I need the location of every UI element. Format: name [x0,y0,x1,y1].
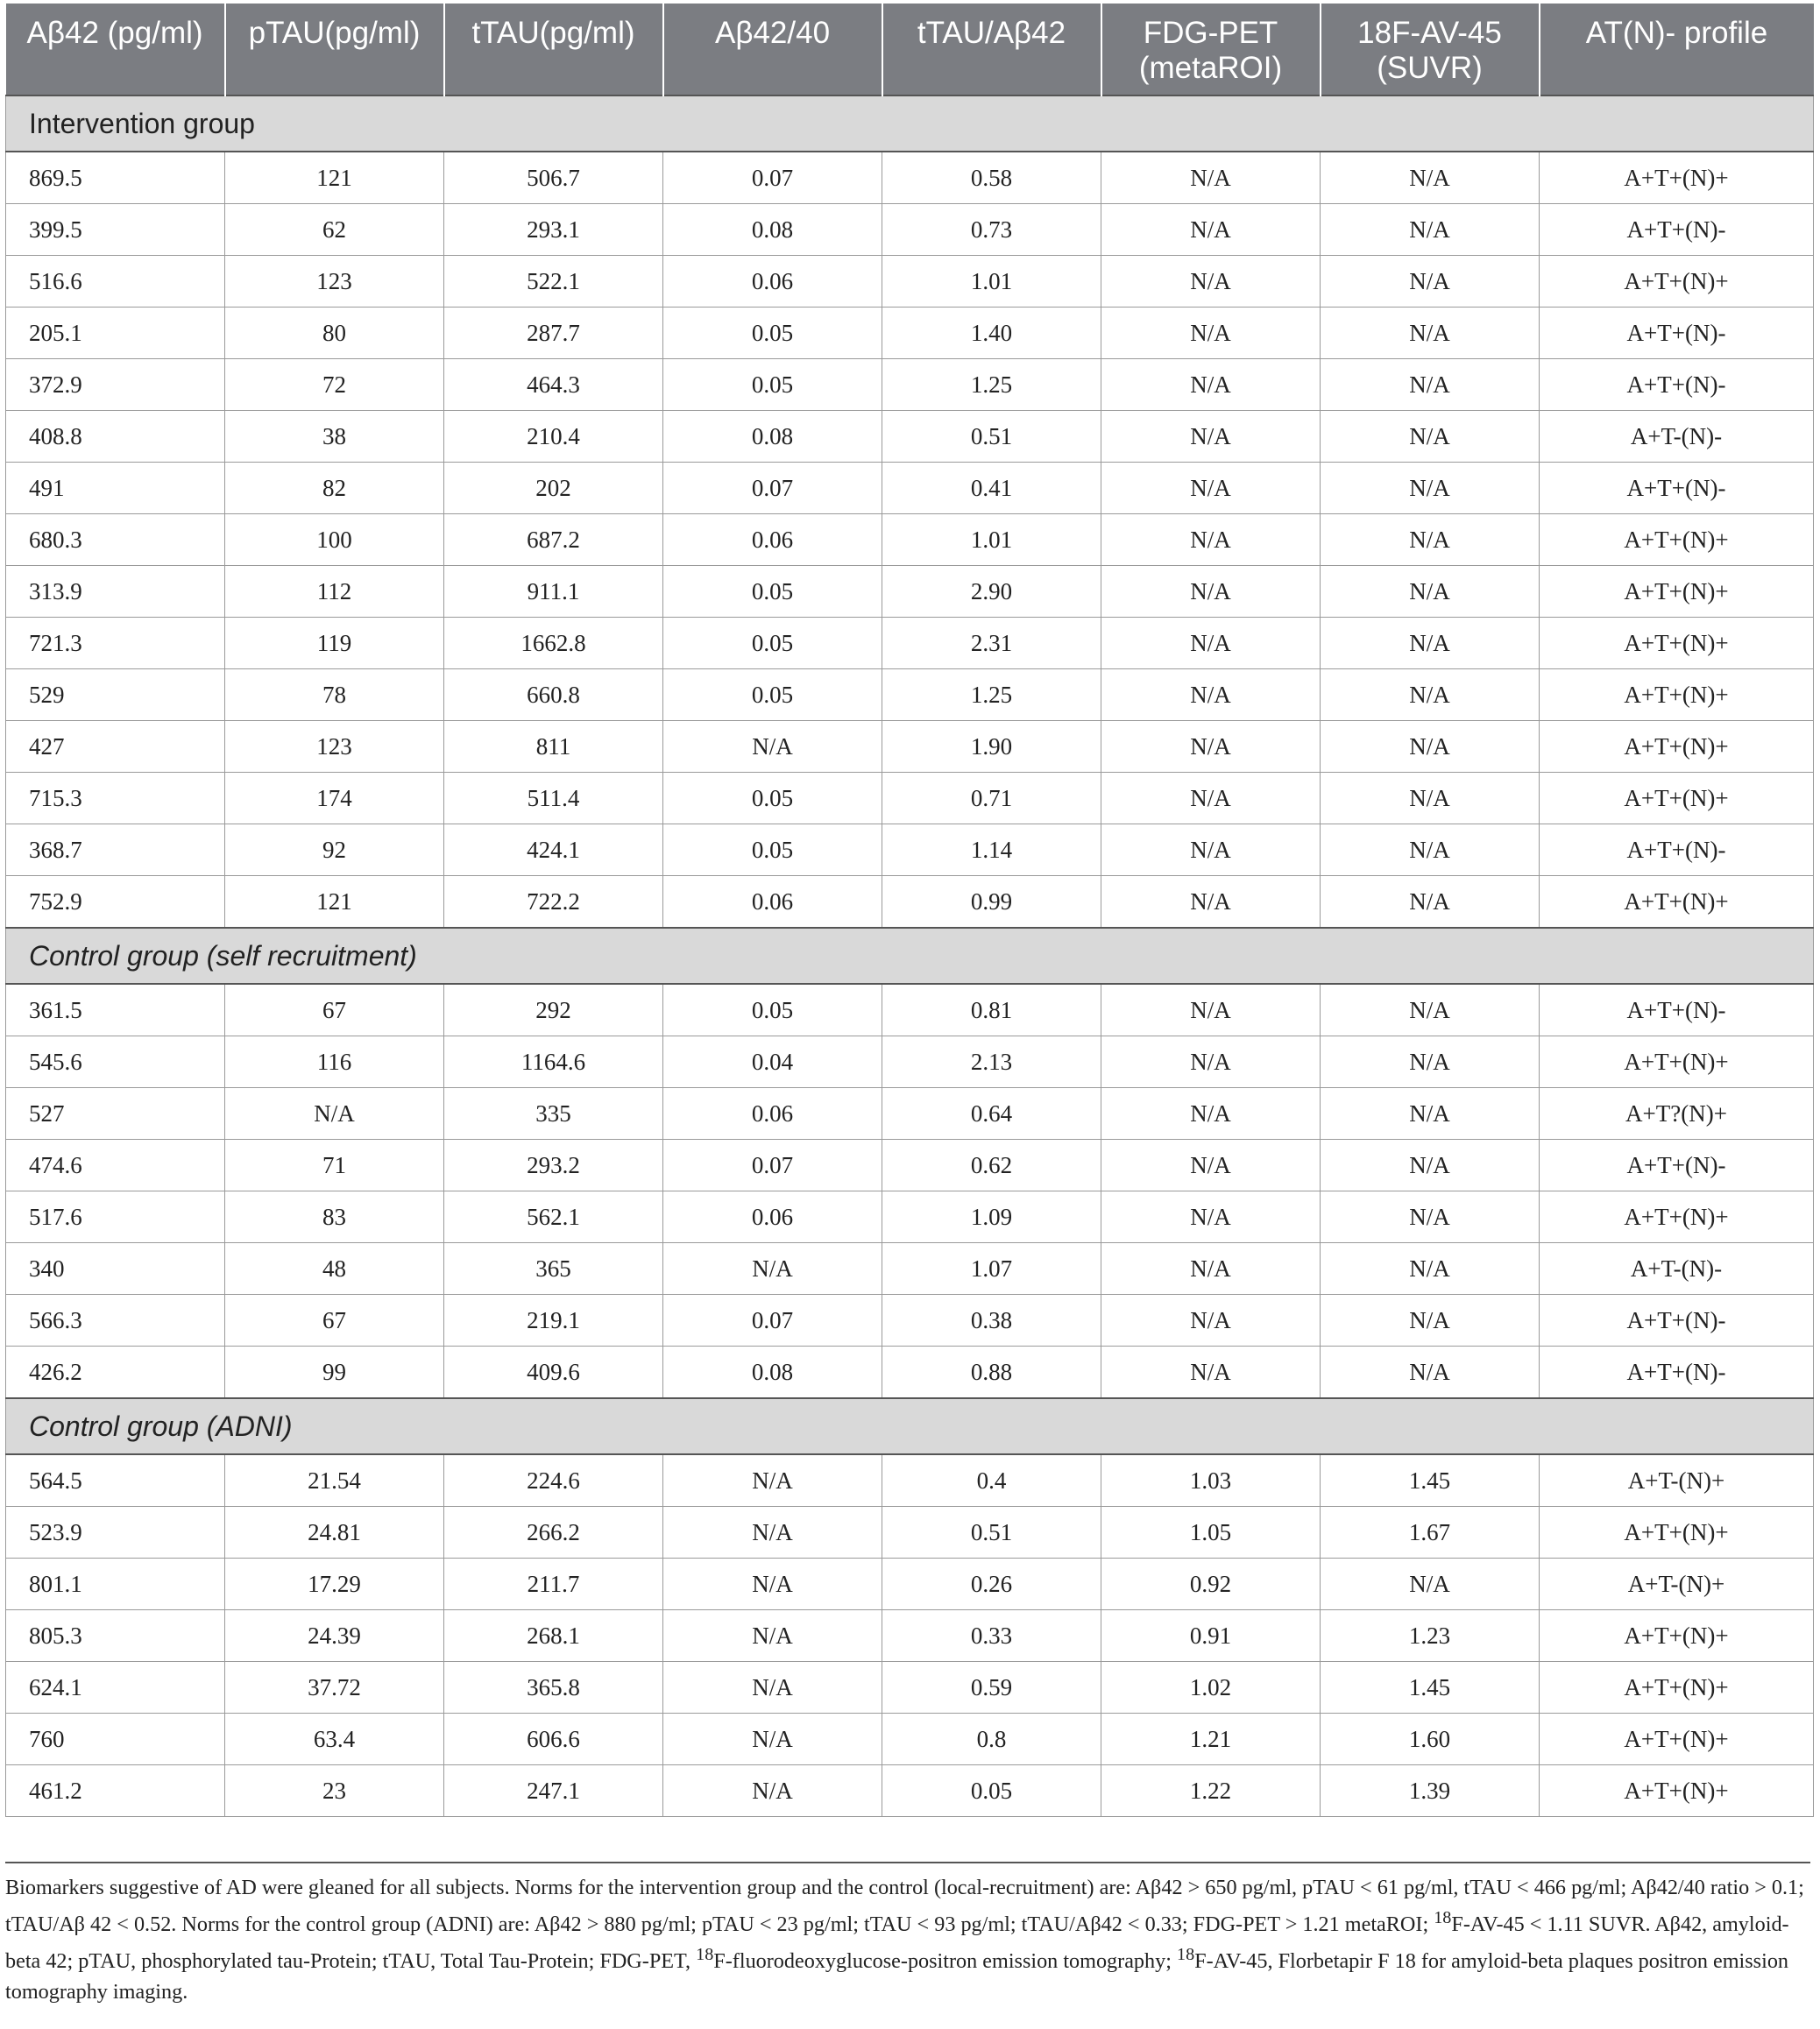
table-cell: 293.2 [444,1140,663,1191]
table-cell: N/A [1321,876,1540,929]
table-cell: 92 [225,824,444,876]
table-cell: N/A [1101,876,1321,929]
table-cell: 266.2 [444,1507,663,1559]
table-cell: N/A [1101,566,1321,618]
table-row [6,256,1814,308]
table-cell: N/A [1101,1088,1321,1140]
table-cell: 0.51 [882,411,1101,463]
table-cell: A+T-(N)- [1540,1243,1814,1295]
table-cell: A+T+(N)+ [1540,1191,1814,1243]
table-cell: 0.06 [663,1088,882,1140]
table-cell: N/A [663,1610,882,1662]
table-cell: 805.3 [6,1610,225,1662]
table-cell: 424.1 [444,824,663,876]
table-cell: 123 [225,721,444,773]
table-cell: 606.6 [444,1714,663,1765]
table-cell: N/A [1321,721,1540,773]
table-cell: 63.4 [225,1714,444,1765]
table-cell: N/A [1101,1295,1321,1347]
table-cell: 1.60 [1321,1714,1540,1765]
column-header: FDG-PET (metaROI) [1101,4,1321,95]
table-cell: 869.5 [6,152,225,204]
table-cell: 529 [6,669,225,721]
table-cell: N/A [1321,618,1540,669]
biomarker-table [5,4,1814,1817]
footnote-sup-3: 18 [1176,1945,1195,1965]
group-title: Control group (self recruitment) [6,928,1814,984]
table-cell: 0.07 [663,1140,882,1191]
table-cell: 205.1 [6,308,225,359]
table-cell: 21.54 [225,1454,444,1507]
table-cell: N/A [1321,566,1540,618]
table-cell: A+T+(N)+ [1540,152,1814,204]
table-row [6,984,1814,1036]
table-cell: N/A [663,1662,882,1714]
table-cell: A+T+(N)- [1540,359,1814,411]
table-cell: 464.3 [444,359,663,411]
table-cell: 0.41 [882,463,1101,514]
table-cell: 372.9 [6,359,225,411]
table-cell: N/A [1321,1347,1540,1399]
table-cell: 2.13 [882,1036,1101,1088]
table-row [6,773,1814,824]
table-cell: 1.22 [1101,1765,1321,1817]
table-row [6,463,1814,514]
table-cell: A+T+(N)- [1540,1347,1814,1399]
table-cell: A+T+(N)+ [1540,1036,1814,1088]
table-row [6,1559,1814,1610]
table-cell: 715.3 [6,773,225,824]
table-cell: 0.81 [882,984,1101,1036]
table-cell: 1.14 [882,824,1101,876]
table-cell: N/A [1321,669,1540,721]
table-cell: 1.25 [882,359,1101,411]
table-cell: 1.40 [882,308,1101,359]
column-header: AT(N)- profile [1540,4,1814,95]
table-cell: 0.05 [663,308,882,359]
table-cell: 409.6 [444,1347,663,1399]
table-cell: 0.06 [663,256,882,308]
table-cell: N/A [1321,514,1540,566]
table-cell: N/A [1101,618,1321,669]
table-row [6,308,1814,359]
table-cell: 680.3 [6,514,225,566]
table-cell: N/A [1101,308,1321,359]
table-cell: 562.1 [444,1191,663,1243]
table-cell: 1.67 [1321,1507,1540,1559]
table-cell: N/A [1321,773,1540,824]
table-cell: N/A [1321,204,1540,256]
table-row [6,1714,1814,1765]
table-cell: 1.09 [882,1191,1101,1243]
table-cell: 365.8 [444,1662,663,1714]
table-cell: 1.45 [1321,1662,1540,1714]
table-cell: A+T?(N)+ [1540,1088,1814,1140]
table-cell: A+T+(N)+ [1540,1662,1814,1714]
group-title: Control group (ADNI) [6,1398,1814,1454]
table-cell: 911.1 [444,566,663,618]
table-cell: 0.05 [663,359,882,411]
table-cell: N/A [1101,1140,1321,1191]
table-cell: 340 [6,1243,225,1295]
table-cell: 1164.6 [444,1036,663,1088]
table-cell: 522.1 [444,256,663,308]
group-header-row [6,95,1814,152]
column-header: Aβ42/40 [663,4,882,95]
table-cell: 1.01 [882,514,1101,566]
table-cell: 0.06 [663,514,882,566]
table-cell: 0.88 [882,1347,1101,1399]
table-cell: 71 [225,1140,444,1191]
table-cell: N/A [663,1243,882,1295]
table-cell: 78 [225,669,444,721]
table-cell: N/A [663,1559,882,1610]
table-cell: 368.7 [6,824,225,876]
table-cell: 24.39 [225,1610,444,1662]
table-cell: 0.62 [882,1140,1101,1191]
table-cell: 760 [6,1714,225,1765]
table-row [6,1295,1814,1347]
table-cell: 174 [225,773,444,824]
table-cell: 0.04 [663,1036,882,1088]
table-cell: 0.38 [882,1295,1101,1347]
table-cell: N/A [1321,1036,1540,1088]
column-header: tTAU(pg/ml) [444,4,663,95]
table-cell: 0.07 [663,152,882,204]
table-row [6,721,1814,773]
table-row [6,1507,1814,1559]
table-cell: 0.05 [663,824,882,876]
table-cell: N/A [1101,1036,1321,1088]
table-cell: 123 [225,256,444,308]
table-cell: 62 [225,204,444,256]
table-row [6,876,1814,929]
table-cell: 0.99 [882,876,1101,929]
table-cell: 83 [225,1191,444,1243]
table-cell: A+T+(N)+ [1540,1507,1814,1559]
table-row [6,566,1814,618]
table-cell: 660.8 [444,669,663,721]
table-cell: 1.90 [882,721,1101,773]
table-cell: 313.9 [6,566,225,618]
table-row [6,1088,1814,1140]
table-cell: 0.05 [882,1765,1101,1817]
table-row [6,152,1814,204]
table-cell: 24.81 [225,1507,444,1559]
table-cell: 82 [225,463,444,514]
table-cell: 1.23 [1321,1610,1540,1662]
table-cell: 211.7 [444,1559,663,1610]
table-cell: 202 [444,463,663,514]
header-row [6,4,1814,95]
table-cell: N/A [663,1714,882,1765]
table-cell: A+T+(N)+ [1540,514,1814,566]
table-cell: 523.9 [6,1507,225,1559]
table-cell: 1662.8 [444,618,663,669]
table-cell: 1.07 [882,1243,1101,1295]
table-cell: 0.05 [663,773,882,824]
table-cell: 0.58 [882,152,1101,204]
table-cell: 1.02 [1101,1662,1321,1714]
table-cell: N/A [1101,204,1321,256]
column-header: 18F-AV-45 (SUVR) [1321,4,1540,95]
table-cell: N/A [1321,1140,1540,1191]
table-cell: 399.5 [6,204,225,256]
table-cell: 0.08 [663,411,882,463]
table-cell: 247.1 [444,1765,663,1817]
table-cell: N/A [1321,1088,1540,1140]
table-cell: 67 [225,1295,444,1347]
table-header [6,4,1814,95]
table-cell: N/A [1101,1347,1321,1399]
table-row [6,1610,1814,1662]
table-cell: N/A [1101,773,1321,824]
table-cell: 0.07 [663,463,882,514]
table-cell: 1.45 [1321,1454,1540,1507]
table-cell: N/A [1101,152,1321,204]
column-header: tTAU/Aβ42 [882,4,1101,95]
table-cell: 119 [225,618,444,669]
table-cell: 461.2 [6,1765,225,1817]
table-cell: 0.05 [663,984,882,1036]
table-cell: N/A [1101,1191,1321,1243]
table-cell: 0.06 [663,876,882,929]
group-header-row [6,928,1814,984]
table-cell: N/A [1101,824,1321,876]
table-cell: 0.71 [882,773,1101,824]
table-cell: N/A [1101,463,1321,514]
table-row [6,669,1814,721]
table-cell: 0.59 [882,1662,1101,1714]
column-header: Aβ42 (pg/ml) [6,4,225,95]
table-cell: 426.2 [6,1347,225,1399]
table-cell: 100 [225,514,444,566]
table-cell: 0.51 [882,1507,1101,1559]
table-cell: 516.6 [6,256,225,308]
table-row [6,1243,1814,1295]
table-cell: N/A [1321,1243,1540,1295]
table-cell: 361.5 [6,984,225,1036]
table-cell: A+T+(N)+ [1540,876,1814,929]
table-cell: 2.90 [882,566,1101,618]
table-row [6,411,1814,463]
table-cell: 2.31 [882,618,1101,669]
table-cell: 116 [225,1036,444,1088]
footnote-text-4: F-AV-45, Florbetapir F 18 for amyloid-beta plaques positron emission tomography imaging. [5,1949,1789,2004]
table-cell: A+T-(N)- [1540,411,1814,463]
table-row [6,514,1814,566]
table-cell: N/A [1321,152,1540,204]
table-cell: A+T+(N)- [1540,463,1814,514]
table-cell: 0.05 [663,566,882,618]
table-cell: 624.1 [6,1662,225,1714]
table-cell: 474.6 [6,1140,225,1191]
table-cell: A+T+(N)- [1540,308,1814,359]
table-cell: N/A [663,721,882,773]
table-cell: A+T+(N)+ [1540,669,1814,721]
table-cell: 0.73 [882,204,1101,256]
table-cell: N/A [1321,824,1540,876]
table-cell: 80 [225,308,444,359]
table-cell: A+T+(N)- [1540,1295,1814,1347]
table-cell: N/A [1321,984,1540,1036]
table-cell: N/A [1321,1295,1540,1347]
table-cell: 1.39 [1321,1765,1540,1817]
table-cell: 365 [444,1243,663,1295]
table-cell: 491 [6,463,225,514]
table-cell: 219.1 [444,1295,663,1347]
table-cell: 0.05 [663,618,882,669]
table-cell: N/A [1321,463,1540,514]
table-cell: 121 [225,876,444,929]
table-cell: 506.7 [444,152,663,204]
table-cell: 67 [225,984,444,1036]
table-cell: 48 [225,1243,444,1295]
table-row [6,1347,1814,1399]
table-cell: 0.07 [663,1295,882,1347]
table-cell: N/A [1101,669,1321,721]
table-cell: 0.8 [882,1714,1101,1765]
table-cell: 564.5 [6,1454,225,1507]
table-cell: 0.64 [882,1088,1101,1140]
table-row [6,359,1814,411]
table-cell: A+T+(N)+ [1540,1610,1814,1662]
table-row [6,618,1814,669]
table-cell: N/A [1321,359,1540,411]
table-cell: 37.72 [225,1662,444,1714]
table-cell: 1.05 [1101,1507,1321,1559]
table-cell: A+T-(N)+ [1540,1454,1814,1507]
table-cell: 112 [225,566,444,618]
table-cell: 545.6 [6,1036,225,1088]
table-cell: 293.1 [444,204,663,256]
table-cell: 527 [6,1088,225,1140]
group-header-row [6,1398,1814,1454]
table-cell: 1.25 [882,669,1101,721]
column-header: pTAU(pg/ml) [225,4,444,95]
table-row [6,1454,1814,1507]
table-cell: 801.1 [6,1559,225,1610]
table-row [6,1140,1814,1191]
table-cell: 566.3 [6,1295,225,1347]
table-cell: 1.03 [1101,1454,1321,1507]
table-cell: 408.8 [6,411,225,463]
table-cell: N/A [1101,411,1321,463]
table-cell: 121 [225,152,444,204]
table-cell: N/A [663,1454,882,1507]
table-cell: N/A [663,1507,882,1559]
table-cell: A+T+(N)+ [1540,721,1814,773]
table-cell: 0.08 [663,204,882,256]
table-cell: 210.4 [444,411,663,463]
table-cell: 287.7 [444,308,663,359]
table-cell: N/A [1321,1559,1540,1610]
table-cell: 687.2 [444,514,663,566]
table-row [6,1036,1814,1088]
table-cell: N/A [1321,256,1540,308]
table-cell: 0.91 [1101,1610,1321,1662]
table-cell: 99 [225,1347,444,1399]
footnote-text-2: F-AV-45 < 1.11 SUVR. Aβ42, amyloid-beta 42; pTAU, phosphorylated tau-Protein; tTAU, Total Tau-Protein; FDG-PET, [5,1912,1789,1974]
table-cell: 38 [225,411,444,463]
table-cell: N/A [663,1765,882,1817]
table-cell: N/A [1321,1191,1540,1243]
table-cell: A+T+(N)+ [1540,566,1814,618]
table-body [6,95,1814,1817]
table-cell: 1.21 [1101,1714,1321,1765]
table-cell: N/A [1321,411,1540,463]
table-cell: 721.3 [6,618,225,669]
table-cell: A+T+(N)+ [1540,1714,1814,1765]
table-cell: A+T+(N)+ [1540,618,1814,669]
footnote-text-3: F-fluorodeoxyglucose-positron emission tomography; [713,1949,1177,1974]
table-row [6,1191,1814,1243]
table-cell: A+T+(N)- [1540,204,1814,256]
table-cell: 0.08 [663,1347,882,1399]
table-cell: 517.6 [6,1191,225,1243]
table-cell: 0.92 [1101,1559,1321,1610]
table-cell: 0.05 [663,669,882,721]
table-cell: 752.9 [6,876,225,929]
table-cell: 427 [6,721,225,773]
table-cell: 0.33 [882,1610,1101,1662]
footnote-sup-2: 18 [696,1945,714,1965]
table-cell: N/A [1101,984,1321,1036]
table-cell: 511.4 [444,773,663,824]
table-cell: N/A [1101,256,1321,308]
table-cell: N/A [1321,308,1540,359]
table-cell: N/A [225,1088,444,1140]
table-cell: 722.2 [444,876,663,929]
table-footnote [5,1862,1810,2007]
table-container [5,4,1813,1817]
table-cell: A+T+(N)- [1540,984,1814,1036]
table-cell: 0.26 [882,1559,1101,1610]
group-title: Intervention group [6,95,1814,152]
table-cell: 292 [444,984,663,1036]
table-cell: 335 [444,1088,663,1140]
table-cell: N/A [1101,359,1321,411]
table-cell: A+T+(N)+ [1540,1765,1814,1817]
table-cell: 72 [225,359,444,411]
table-cell: A+T+(N)+ [1540,773,1814,824]
table-cell: 23 [225,1765,444,1817]
table-row [6,1662,1814,1714]
table-cell: 17.29 [225,1559,444,1610]
table-cell: 1.01 [882,256,1101,308]
table-row [6,204,1814,256]
table-cell: A+T+(N)- [1540,1140,1814,1191]
table-cell: A+T-(N)+ [1540,1559,1814,1610]
table-cell: N/A [1101,514,1321,566]
table-row [6,824,1814,876]
table-cell: 268.1 [444,1610,663,1662]
table-row [6,1765,1814,1817]
footnote-text-1: Biomarkers suggestive of AD were gleaned for all subjects. Norms for the intervention group and the control (local-recruitment) are: Aβ42 > 650 pg/ml, pTAU < 61 pg/ml, tTAU < 466 pg/ml; Aβ42/40 ratio > 0.1; tTAU/Aβ 42 < 0.52. Norms for the control group (ADNI) are: Aβ42 > 880 pg/ml; pTAU < 23 pg/ml; tTAU < 93 pg/ml; tTAU/Aβ42 < 0.33; FDG-PET > 1.21 metaROI; [5,1876,1804,1937]
table-cell: 0.06 [663,1191,882,1243]
table-cell: A+T+(N)+ [1540,256,1814,308]
table-cell: N/A [1101,721,1321,773]
table-cell: 224.6 [444,1454,663,1507]
table-cell: 811 [444,721,663,773]
table-cell: N/A [1101,1243,1321,1295]
footnote-sup-1: 18 [1434,1908,1452,1927]
table-cell: 0.4 [882,1454,1101,1507]
table-cell: A+T+(N)- [1540,824,1814,876]
